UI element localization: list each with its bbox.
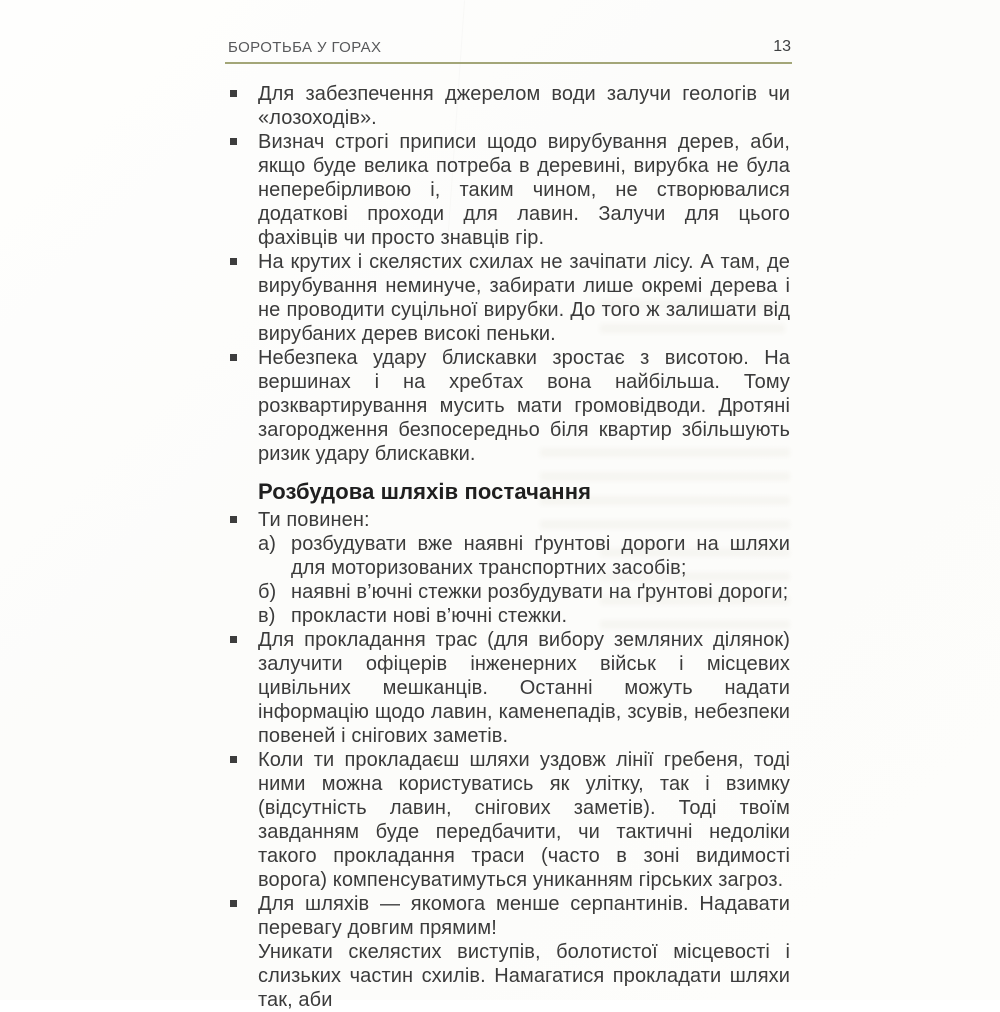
page-number: 13 bbox=[773, 38, 791, 55]
sub-item-label: б) bbox=[258, 581, 277, 603]
bullet-square-icon bbox=[230, 258, 237, 265]
bullet-item bbox=[228, 508, 790, 628]
bullet-item bbox=[228, 130, 790, 250]
bullet-item bbox=[228, 250, 790, 346]
sub-list-item bbox=[258, 580, 790, 604]
bullet-square-icon bbox=[230, 636, 237, 643]
bullet-square-icon bbox=[230, 756, 237, 763]
bullet-continuation-text: Уникати скелястих виступів, болотистої місцевості і слизьких частин схилів. Намагатися прокладати шляхи так, аби bbox=[258, 941, 790, 1011]
bullet-text: Для шляхів — якомога менше серпантинів. Надавати перевагу довгим прямим! bbox=[258, 893, 790, 939]
sub-list-item bbox=[258, 532, 790, 580]
bullet-text: Коли ти прокладаєш шляхи уздовж лінії гребеня, тоді ними можна користуватись як улітку, так і взимку (відсутність лавин, снігових заметів). Тоді твоїм завданням буде передбачити, чи тактичні недоліки такого прокладання траси (часто в зоні видимості ворога) компенсуватимуться униканням гірських загроз. bbox=[258, 749, 790, 891]
sub-item-label: а) bbox=[258, 533, 276, 555]
bullet-text: На крутих і скелястих схилах не зачіпати лісу. А там, де вирубування неминуче, забирати лише окремі дерева і не проводити суцільної вирубки. До того ж залишати від вирубаних дерев високі пеньки. bbox=[258, 251, 790, 345]
bullet-item bbox=[228, 628, 790, 748]
bullet-text: Ти повинен: bbox=[258, 509, 370, 531]
bullet-text: Небезпека удару блискавки зростає з висотою. На вершинах і на хребтах вона найбільша. Тому розквартирування мусить мати громовідводи. Дротяні загородження безпосередньо біля квартир збільшують ризик удару блискавки. bbox=[258, 347, 790, 465]
sub-item-label: в) bbox=[258, 605, 276, 627]
sub-item-text: розбудувати вже наявні ґрунтові дороги на шляхи для моторизованих транспортних засобів; bbox=[291, 533, 790, 579]
running-title: БОРОТЬБА У ГОРАХ bbox=[228, 39, 382, 56]
bullet-item bbox=[228, 346, 790, 466]
bullet-square-icon bbox=[230, 516, 237, 523]
bullet-text: Визнач строгі приписи щодо вирубування дерев, аби, якщо буде велика потреба в деревині, вирубка не була неперебірливою і, таким чином, не створювалися додаткові проходи для лавин. Залучи для цього фахівців чи просто знавців гір. bbox=[258, 131, 790, 249]
bullet-item bbox=[228, 748, 790, 892]
bullet-square-icon bbox=[230, 138, 237, 145]
bullet-square-icon bbox=[230, 354, 237, 361]
sub-item-text: прокласти нові в’ючні стежки. bbox=[291, 605, 568, 627]
bullet-text: Для забезпечення джерелом води залучи геологів чи «лозоходів». bbox=[258, 83, 790, 129]
bullet-item bbox=[228, 892, 790, 1012]
sub-list-item bbox=[258, 604, 790, 628]
page-content bbox=[228, 82, 790, 1012]
bullet-square-icon bbox=[230, 900, 237, 907]
sub-item-text: наявні в’ючні стежки розбудувати на ґрунтові дороги; bbox=[291, 581, 789, 603]
bullet-text: Для прокладання трас (для вибору земляних ділянок) залучити офіцерів інженерних військ і місцевих цивільних мешканців. Останні можуть надати інформацію щодо лавин, каменепадів, зсувів, небезпеки повеней і снігових заметів. bbox=[258, 629, 790, 747]
bullet-item bbox=[228, 82, 790, 130]
bullet-square-icon bbox=[230, 90, 237, 97]
running-head bbox=[225, 38, 792, 64]
section-heading: Розбудова шляхів постачання bbox=[258, 479, 592, 504]
